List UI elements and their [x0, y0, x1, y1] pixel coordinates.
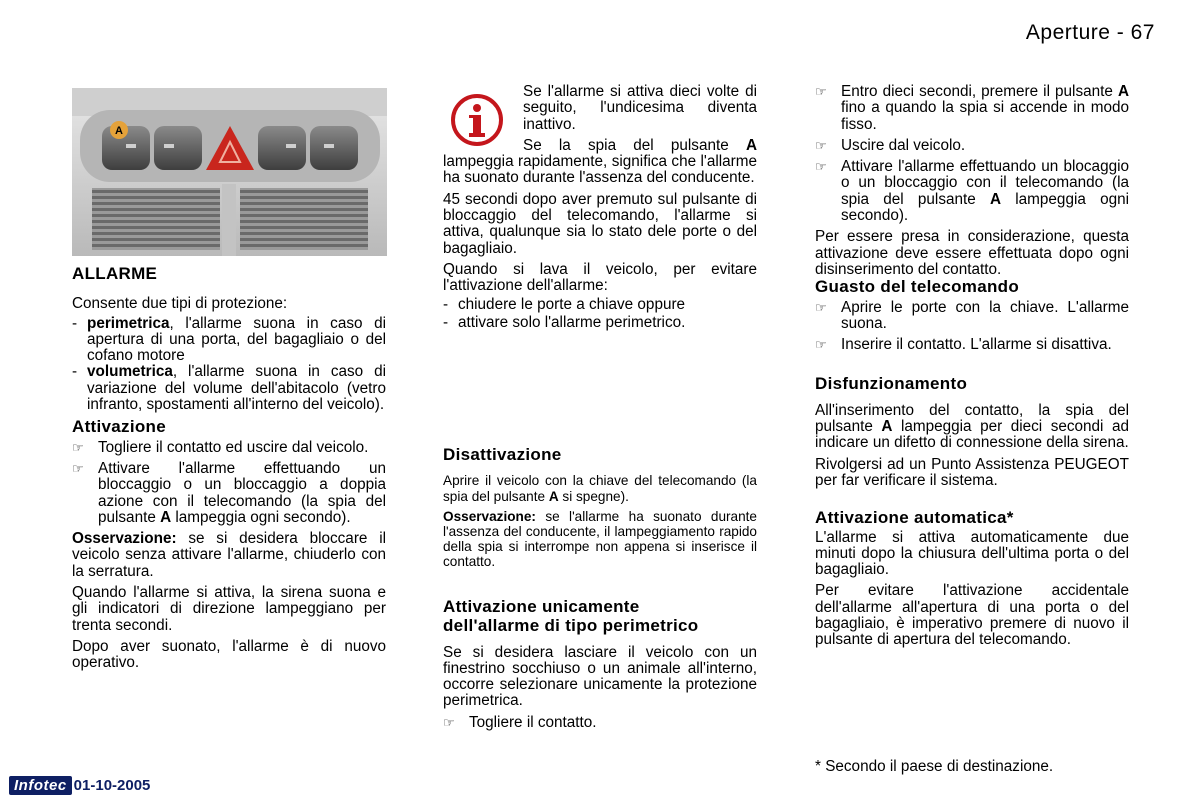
column-2 — [443, 84, 757, 331]
footnote: * Secondo il paese di destinazione. — [815, 758, 1054, 775]
alarm-button-illustration — [72, 88, 387, 256]
automatica-heading: Attivazione automatica* — [815, 508, 1014, 528]
column-3 — [815, 84, 1129, 654]
perimetrico-heading: Attivazione unicamente dell'allarme di tipo perimetrico — [443, 596, 699, 635]
disfunzionamento-text: All'inserimento del contatto, la spia del pulsante A lampeggia per dieci secondi ad indicare un difetto di connessione della sirena. — [815, 401, 1129, 452]
page-header: Aperture - 67 — [1025, 21, 1155, 44]
list-item: ☞ Aprire le porte con la chiave. L'allarme suona. — [815, 298, 1129, 332]
column-1 — [72, 266, 386, 677]
list-item: ☞ Togliere il contatto. — [443, 713, 597, 731]
pointing-hand-icon: ☞ — [815, 137, 827, 153]
pointing-hand-icon: ☞ — [443, 714, 455, 730]
infotec-logo: Infotec — [9, 776, 72, 795]
button-a-label: A — [115, 125, 123, 137]
pointing-hand-icon: ☞ — [815, 84, 827, 99]
list-item: - volumetrica, l'allarme suona in caso di variazione del volume dell'abitacolo (vetro infranto, spostamenti all'interno del veicolo). — [72, 363, 386, 414]
disattivazione-observation: Osservazione: se l'allarme ha suonato durante l'assenza del conducente, il lampeggiamento rapido della spia si interrompe non appena si inserisce il contatto. — [443, 508, 757, 570]
list-item: ☞ Attivare l'allarme effettuando un blocaggio o un bloccaggio con il telecomando (la spia del pulsante A lampeggia ogni secondo). — [815, 158, 1129, 225]
info-icon — [449, 92, 505, 148]
list-item: ☞ Entro dieci secondi, premere il pulsante A fino a quando la spia si accende in modo fisso. — [815, 83, 1129, 133]
assistenza-paragraph: Rivolgersi ad un Punto Assistenza PEUGEOT per far verificare il sistema. — [815, 455, 1129, 489]
list-item: ☞ Attivare l'allarme effettuando un bloccaggio o un bloccaggio a doppia azione con il telecomando (la spia del pulsante A lampeggia ogni secondo). — [72, 459, 386, 526]
pointing-hand-icon: ☞ — [815, 337, 827, 353]
disattivazione-heading: Disattivazione — [443, 445, 562, 464]
siren-paragraph: Quando l'allarme si attiva, la sirena suona e gli indicatori di direzione lampeggiano per trenta secondi. — [72, 584, 386, 634]
pointing-hand-icon: ☞ — [815, 299, 827, 315]
list-item: ☞ Inserire il contatto. L'allarme si disattiva. — [815, 336, 1112, 354]
automatica-text-1: L'allarme si attiva automaticamente due minuti dopo la chiusura dell'ultima porta o del bagagliaio. — [815, 528, 1129, 579]
disfunzionamento-heading: Disfunzionamento — [815, 374, 968, 394]
pointing-hand-icon: ☞ — [815, 159, 827, 175]
list-item: - attivare solo l'allarme perimetrico. — [443, 313, 686, 331]
intro-text: Consente due tipi di protezione: — [72, 295, 288, 313]
allarme-heading: ALLARME — [72, 264, 158, 283]
perimetrico-text: Se si desidera lasciare il veicolo con un finestrino socchiuso o un animale all'interno, occorre selezionare unicamente la protezione perimetrica. — [443, 643, 757, 710]
info-note: Se l'allarme si attiva dieci volte di seguito, l'undicesima diventa inattivo. Se la spia del pulsante A lampeggia rapidamente, significa che l'allarme ha suonato durante l'assenza del conducente. — [443, 83, 757, 187]
consider-paragraph: Per essere presa in considerazione, questa attivazione deve essere effettuata dopo ogni disinserimento del contatto. — [815, 228, 1129, 278]
attivazione-heading: Attivazione — [72, 417, 166, 437]
automatica-text-2: Per evitare l'attivazione accidentale dell'allarme all'apertura di una porta o del bagagliaio, è imperativo premere di nuovo il pulsante di apertura del telecomando. — [815, 582, 1129, 649]
pointing-hand-icon: ☞ — [72, 439, 84, 455]
45-seconds-paragraph: 45 secondi dopo aver premuto sul pulsante di bloccaggio del telecomando, l'allarme si attiva, qualunque sia lo stato dele porte o del bagagliaio. — [443, 190, 757, 257]
dashboard-photo — [72, 88, 387, 256]
telecomando-heading: Guasto del telecomando — [815, 277, 1020, 297]
volumetrica-term: volumetrica — [87, 363, 173, 381]
list-item: ☞ Uscire dal veicolo. — [815, 136, 966, 154]
after-paragraph: Dopo aver suonato, l'allarme è di nuovo operativo. — [72, 637, 386, 672]
perimetrica-desc: , l'allarme suona in caso di apertura di una porta, del bagagliaio o del cofano motore — [87, 314, 386, 365]
footer-date: 01-10-2005 — [73, 776, 151, 794]
column-2-lower — [443, 447, 757, 736]
disattivazione-text: Aprire il veicolo con la chiave del telecomando (la spia del pulsante A si spegne). — [443, 473, 757, 504]
osservazione-paragraph: Osservazione: se si desidera bloccare il veicolo senza attivare l'allarme, chiuderlo con la serratura. — [72, 530, 386, 580]
pointing-hand-icon: ☞ — [72, 460, 84, 476]
list-item: - perimetrica, l'allarme suona in caso di apertura di una porta, del bagagliaio o del cofano motore — [72, 314, 386, 365]
footer — [9, 775, 150, 795]
perimetrica-term: perimetrica — [87, 314, 170, 332]
list-item: - chiudere le porte a chiave oppure — [443, 295, 686, 313]
list-item: ☞ Togliere il contatto ed uscire dal veicolo. — [72, 438, 369, 456]
wash-paragraph: Quando si lava il veicolo, per evitare l'attivazione dell'allarme: — [443, 260, 757, 295]
volumetrica-desc: , l'allarme suona in caso di variazione del volume dell'abitacolo (vetro infranto, spostamenti all'interno del veicolo). — [87, 363, 386, 414]
